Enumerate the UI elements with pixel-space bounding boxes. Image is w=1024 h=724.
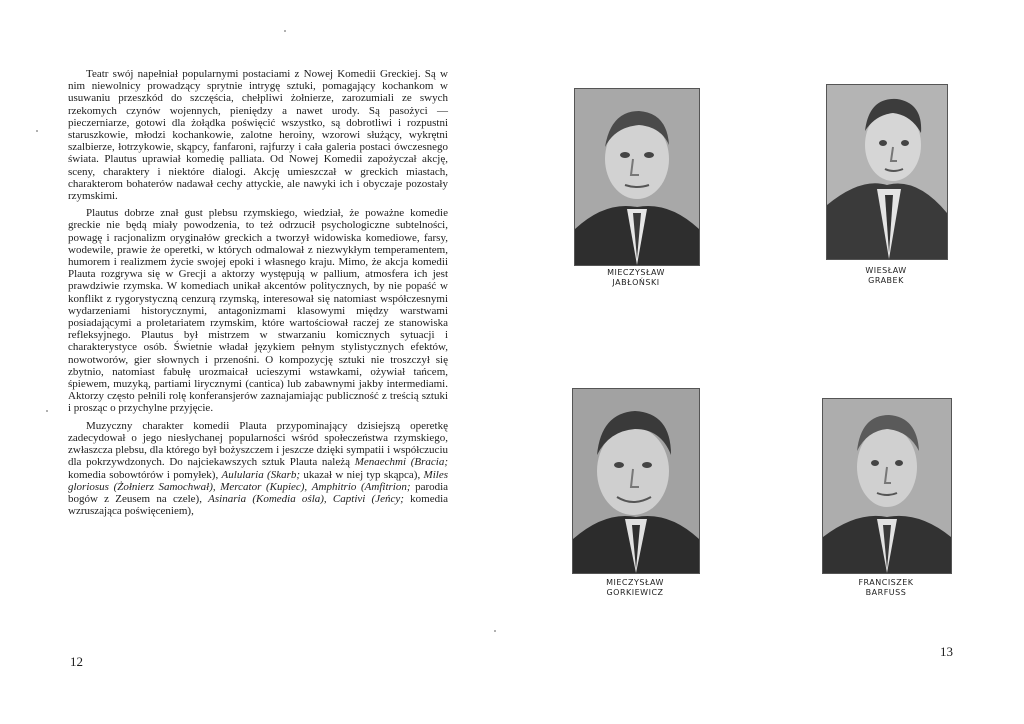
work-title: (Skarb; (267, 468, 301, 481)
portrait-caption (572, 578, 698, 598)
caption-first-name: MIECZYSŁAW (606, 578, 664, 587)
caption-first-name: WIESŁAW (865, 266, 907, 275)
caption-last-name: JABŁOŃSKI (612, 278, 660, 287)
work-title: Menaechmi (354, 456, 407, 469)
portrait-caption (574, 268, 698, 288)
paragraph (68, 420, 448, 518)
work-description: parodia bogów z Zeusem na czele), (68, 480, 449, 505)
work-description: ukazał w niej typ skąpca), (300, 468, 424, 481)
caption-first-name: MIECZYSŁAW (607, 268, 665, 277)
work-title: Miles gloriosus (68, 468, 448, 493)
work-title: Mercator (220, 480, 262, 493)
work-title: Amphitrio (311, 480, 357, 493)
work-title: (Jeńcy; (371, 492, 404, 505)
work-title: (Amfitrion; (361, 480, 411, 493)
work-title: Captivi (332, 492, 366, 505)
portrait-photo (572, 388, 700, 574)
caption-last-name: GORKIEWICZ (606, 588, 664, 597)
paragraph: Plautus dobrze znał gust plebsu rzymskiego, wiedział, że poważne komedie greckie nie będą miały powodzenia, to też odrzucił psychologiczne subtelności, powagę i racjonalizm oryginałów greckich a tworzył widowiska komediowe, farsy, wodewile, prawie że operetki, w których odmalował z niezwykłym temperamentem, humorem i realizmem życie swojej epoki i własnego kraju. Mimo, że akcja komedii Plauta rozgrywa się w Grecji a aktorzy występują w pallium, atmosfera ich jest prawdziwie rzymska. W komediach unikał akcentów politycznych, by nie popaść w konflikt z rygorystyczną cenzurą rzymską, interesował się natomiast współczesnymi wydarzeniami historycznymi, antagonizmami klasowymi między warstwami posiadającymi a proletariatem rzymskim, które wartościował raczej ze stanowiska refleksyjnego. Plautus był mistrzem w stwarzaniu komicznych sytuacji i charakterystyce osób. Świetnie władał językiem pełnym stylistycznych efektów, nowotworów, gier słownych i przenośni. O kompozycję sztuki nie troszczył się zbytnio, natomiast fabułę urozmaicał ucieszymi wstawkami, ożywiał tańcem, śpiewem, muzyką, partiami lirycznymi (cantica) lub zabawnymi jakby intermediami. Aktorzy często pełnili rolę konferansjerów zaznajamiając publiczność z treścią sztuki i prosząc o przychylne przyjęcie. (68, 207, 448, 415)
print-speck (36, 130, 38, 132)
work-title: (Żołnierz Samochwał), (113, 480, 216, 493)
portrait-photo (822, 398, 952, 574)
portrait-photo (826, 84, 948, 260)
portrait-image (575, 89, 699, 265)
body-text-column (68, 68, 448, 522)
caption-last-name: BARFUSS (865, 588, 907, 597)
work-title: (Kupiec), (265, 480, 308, 493)
portrait-photo (574, 88, 700, 266)
print-speck (284, 30, 286, 32)
print-speck (46, 410, 48, 412)
page-number-right: 13 (940, 644, 953, 659)
page-number-left: 12 (70, 654, 83, 669)
portrait-caption (822, 578, 950, 598)
work-title: (Komedia ośla), (252, 492, 327, 505)
portrait-caption (826, 266, 946, 286)
portrait-image (827, 85, 947, 259)
work-title: Aulularia (221, 468, 264, 481)
work-title: (Bracia; (410, 456, 448, 469)
portrait-image (823, 399, 951, 573)
caption-first-name: FRANCISZEK (858, 578, 914, 587)
work-title: Asinaria (208, 492, 247, 505)
portrait-image (573, 389, 699, 573)
caption-last-name: GRABEK (868, 276, 904, 285)
paragraph-lead: Muzyczny charakter komedii Plauta przypominający dzisiejszą operetkę zadecydował o jego niesłychanej popularności wśród społeczeństwa rzymskiego, zwłaszcza plebsu, dla którego był bożyszczem i jeszcze dzięki sympatii i współczuciu dla pokrzywdzonych. Do najciekawszych sztuk Plauta należą (68, 419, 448, 469)
paragraph: Teatr swój napełniał popularnymi postaciami z Nowej Komedii Greckiej. Są w nim niewolnicy prowadzący sprytnie intrygę sztuki, pomagający kochankom w usuwaniu przeszkód do szczęścia, chełpliwi żołnierze, zarozumiali ze swych rzekomych czynów wojennych, pieniędzy a nawet urody. Są pasożyci — pieczerniarze, gotowi dla żołądka poświęcić wszystko, są dobrotliwi i rozpustni staruszkowie, młodzi kochankowie, zalotne heroiny, wzorowi służący, wykrętni szalbierze, łotrzykowie, skąpcy, fanfaroni, rajfurzy i cała galeria postaci ówczesnego świata. Plautus uprawiał komedię palliata. Od Nowej Komedii zapożyczał akcję, sceny, charaktery i niektóre dialogi. Akcję umieszczał w greckich miastach, charakterom bohaterów nadawał cechy attyckie, ale nawyki ich i obyczaje pozostały rzymskimi. (68, 68, 448, 203)
work-description: komedia sobowtórów i pomyłek), (68, 468, 222, 481)
right-page (512, 0, 1024, 724)
print-speck (494, 630, 496, 632)
work-description: komedia wzruszająca poświęceniem), (68, 492, 449, 518)
